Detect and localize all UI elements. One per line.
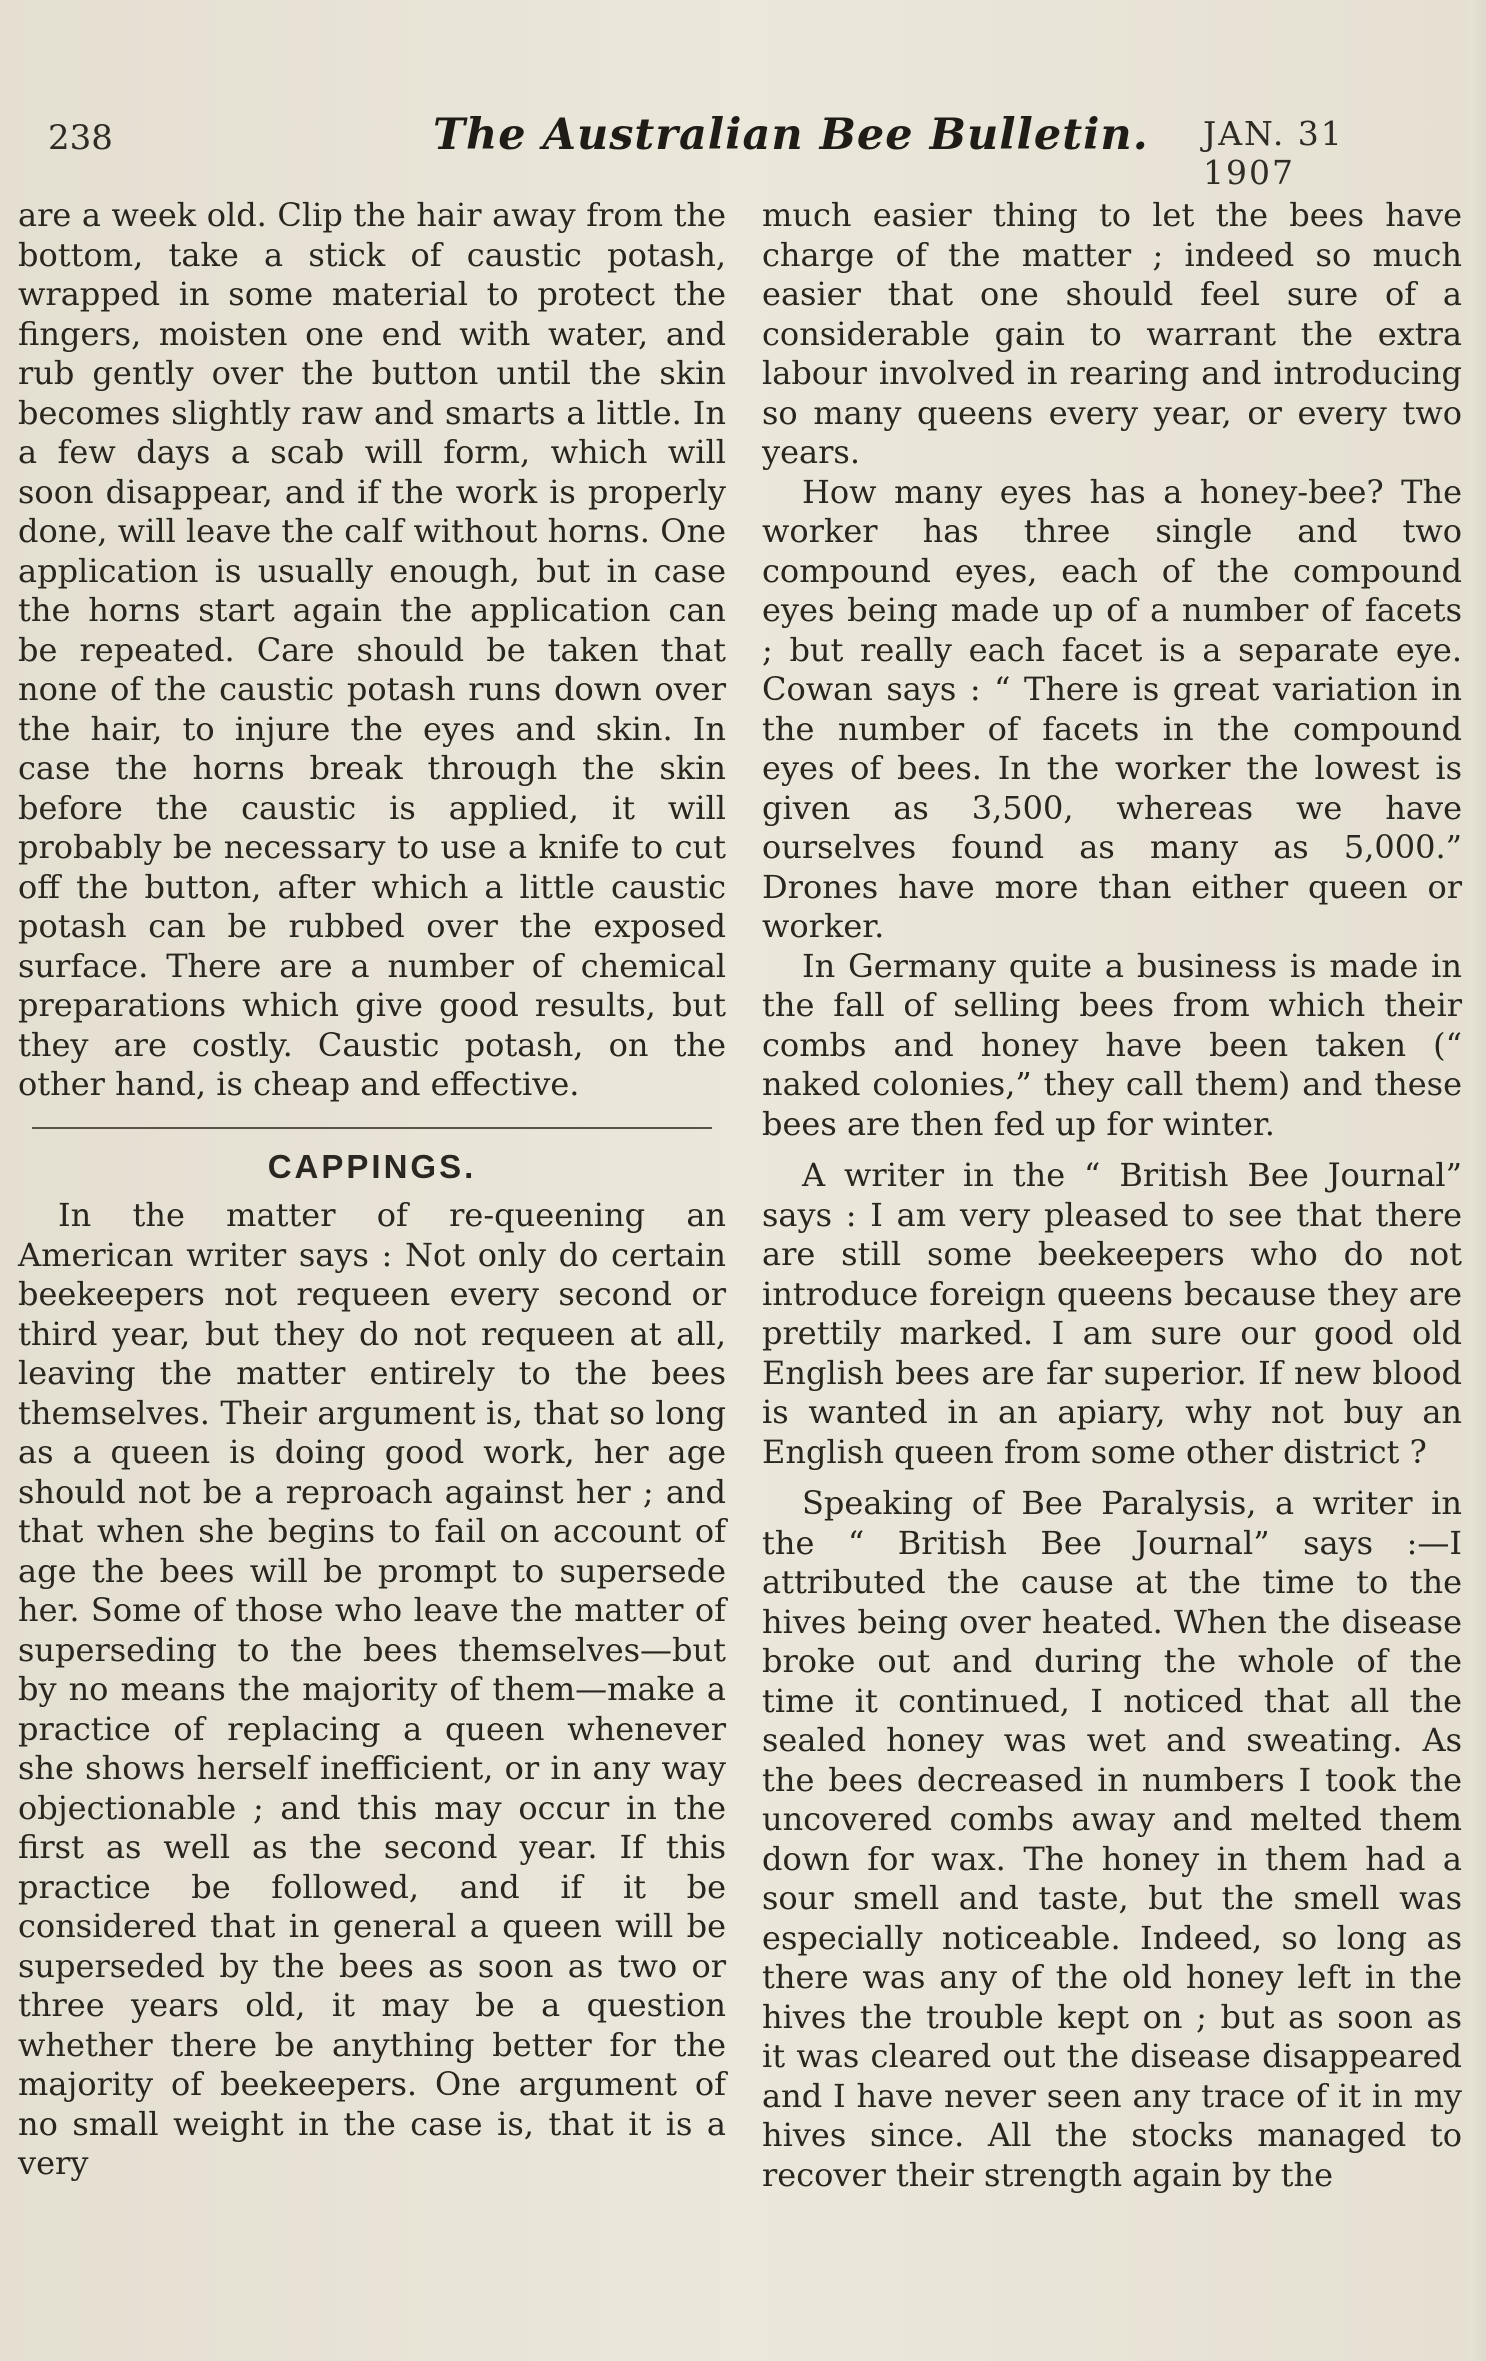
paragraph-gap — [762, 1144, 1462, 1156]
page-edge — [1468, 0, 1486, 2361]
section-divider — [32, 1127, 712, 1129]
right-paragraph-3: In Germany quite a business is made in the fall of selling bees from which their combs and honey have been taken (“ naked colonies,” they call them) and these bees are then fed up for winter. — [762, 946, 1462, 1143]
right-paragraph-1: much easier thing to let the bees have charge of the matter ; indeed so much easier that one should feel sure of a considerable gain to warrant the extra labour involved in rearing and introducing so many queens every year, or every two years. — [762, 196, 1462, 471]
section-heading-cappings: CAPPINGS. — [267, 1147, 477, 1185]
left-paragraph-1: are a week old. Clip the hair away from the bottom, take a stick of caustic potash, wrapped in some material to protect the fingers, moisten one end with water, and rub gently over the button until the skin becomes slightly raw and smarts a little. In a few days a scab will form, which will soon disappear, and if the work is properly done, will leave the calf without horns. One application is usually enough, but in case the horns start again the application can be repeated. Care should be taken that none of the caustic potash runs down over the hair, to injure the eyes and skin. In case the horns break through the skin before the caustic is applied, it will probably be necessary to use a knife to cut off the button, after which a little caustic potash can be rubbed over the exposed surface. There are a number of chemical preparations which give good results, but they are costly. Caustic potash, on the other hand, is cheap and effective. — [18, 196, 726, 1103]
page-header — [48, 108, 1448, 192]
right-paragraph-4: A writer in the “ British Bee Journal” says : I am very pleased to see that there are still some beekeepers who do not introduce foreign queens because they are prettily marked. I am sure our good old English bees are far superior. If new blood is wanted in an apiary, why not buy an English queen from some other district ? — [762, 1156, 1462, 1471]
issue-date: JAN. 31 1907 — [1203, 114, 1344, 192]
right-column — [762, 196, 1462, 2195]
paragraph-gap — [762, 1472, 1462, 1484]
left-column — [18, 196, 726, 2184]
left-paragraph-2: In the matter of re-queening an American writer says : Not only do certain beekeepers not requeen every second or third year, but they do not requeen at all, leaving the matter entirely to the bees themselves. Their argument is, that so long as a queen is doing good work, her age should not be a reproach against her ; and that when she begins to fail on account of age the bees will be prompt to supersede her. Some of those who leave the matter of superseding to the bees themselves—but by no means the majority of them—make a practice of replacing a queen whenever she shows herself inefficient, or in any way objectionable ; and this may occur in the first as well as the second year. If this practice be followed, and if it be considered that in general a queen will be superseded by the bees as soon as two or three years old, it may be a question whether there be anything better for the majority of beekeepers. One argument of no small weight in the case is, that it is a very — [18, 1196, 726, 2182]
journal-title: The Australian Bee Bulletin. — [433, 110, 1149, 160]
right-paragraph-5: Speaking of Bee Paralysis, a writer in the “ British Bee Journal” says :—I attributed the cause at the time to the hives being over heated. When the disease broke out and during the whole of the time it continued, I noticed that all the sealed honey was wet and sweating. As the bees decreased in numbers I took the uncovered combs away and melted them down for wax. The honey in them had a sour smell and taste, but the smell was especially noticeable. Indeed, so long as there was any of the old honey left in the hives the trouble kept on ; but as soon as it was cleared out the disease disappeared and I have never seen any trace of it in my hives since. All the stocks managed to recover their strength again by the — [762, 1484, 1462, 2194]
right-paragraph-2: How many eyes has a honey-bee? The worker has three single and two compound eyes, each of the compound eyes being made up of a number of facets ; but really each facet is a separate eye. Cowan says : “ There is great variation in the number of facets in the compound eyes of bees. In the worker the lowest is given as 3,500, whereas we have ourselves found as many as 5,000.” Drones have more than either queen or worker. — [762, 472, 1462, 945]
page-number: 238 — [48, 118, 113, 158]
